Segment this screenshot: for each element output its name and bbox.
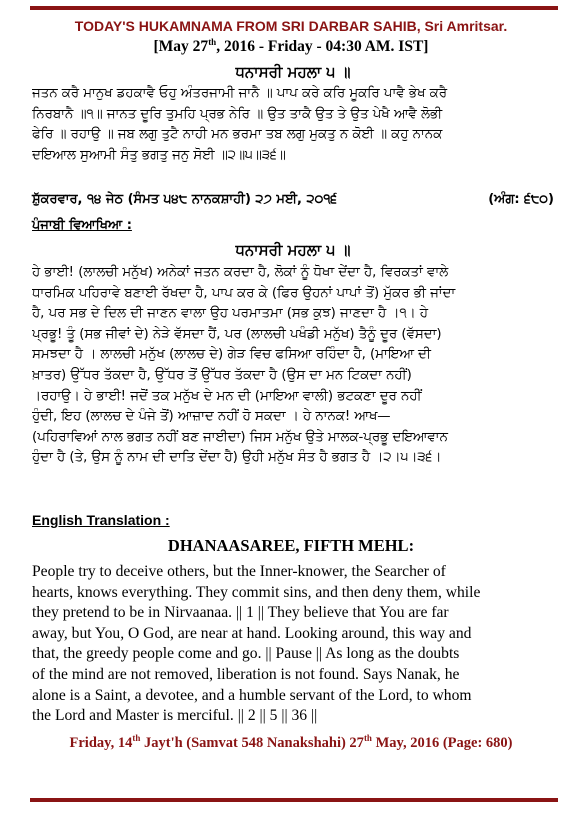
punjabi-raag-heading: ਧਨਾਸਰੀ ਮਹਲਾ ੫ ॥ [235, 241, 351, 259]
punjabi-line: ਪ੍ਰਭੂ! ਤੂੰ (ਸਭ ਜੀਵਾਂ ਦੇ) ਨੇੜੇ ਵੱਸਦਾ ਹੈਂ, ਪਰ (ਲਾਲਚੀ ਪਖੰਡੀ ਮਨੁੱਖ) ਤੈਨੂੰ ਦੂਰ (ਵੱਸਦਾ) [32, 326, 442, 342]
gurbani-verse [32, 84, 554, 166]
bottom-divider [30, 798, 558, 802]
english-translation [32, 562, 556, 727]
english-line: away, but You, O God, are near at hand. Looking around, this way and [32, 624, 472, 642]
english-line: hearts, knows everything. They commit sins, and then deny them, while [32, 583, 481, 601]
punjabi-explanation-heading: ਪੰਜਾਬੀ ਵਿਆਖਿਆ : [32, 218, 132, 233]
english-line: People try to deceive others, but the Inner-knower, the Searcher of [32, 563, 446, 580]
punjabi-line: ।ਰਹਾਉ। ਹੇ ਭਾਈ! ਜਦੋਂ ਤਕ ਮਨੁੱਖ ਦੇ ਮਨ ਦੀ (ਮਾਇਆ ਵਾਲੀ) ਭਟਕਣਾ ਦੂਰ ਨਹੀਂ [32, 388, 422, 404]
punjabi-line: ਹੁੰਦਾ ਹੈ (ਤੇ, ਉਸ ਨੂੰ ਨਾਮ ਦੀ ਦਾਤਿ ਦੇਂਦਾ ਹੈ) ਉਹੀ ਮਨੁੱਖ ਸੰਤ ਹੈ ਭਗਤ ਹੈ ।੨।੫।੩੬। [32, 450, 442, 466]
punjabi-line: ਸਮਝਦਾ ਹੈ । ਲਾਲਚੀ ਮਨੁੱਖ (ਲਾਲਚ ਦੇ) ਗੇੜ ਵਿਚ ਫਸਿਆ ਰਹਿੰਦਾ ਹੈ, (ਮਾਇਆ ਦੀ [32, 347, 431, 363]
date-time-line: [May 27th, 2016 - Friday - 04:30 AM. IST] [153, 37, 429, 56]
english-line: the Lord and Master is merciful. || 2 || 5 || 36 || [32, 707, 318, 725]
ang-number: (ਅੰਗ: ੬੮੦) [488, 192, 554, 207]
english-raag-heading: DHANAASAREE, FIFTH MEHL: [167, 536, 415, 555]
page-title: TODAY'S HUKAMNAMA FROM SRI DARBAR SAHIB, Sri Amritsar. [74, 18, 508, 34]
english-line: of the mind are not removed, liberation is not found. Says Nanak, he [32, 665, 460, 683]
punjabi-date-line: ਸ਼ੁੱਕਰਵਾਰ, ੧੪ ਜੇਠ (ਸੰਮਤ ੫੪੮ ਨਾਨਕਸ਼ਾਹੀ) ੨੭ ਮਈ, ੨੦੧੬ (ਅੰਗ: ੬੮੦) [32, 192, 554, 207]
punjabi-line: (ਪਹਿਰਾਵਿਆਂ ਨਾਲ ਭਗਤ ਨਹੀਂ ਬਣ ਜਾਈਦਾ) ਜਿਸ ਮਨੁੱਖ ਉਤੇ ਮਾਲਕ-ਪ੍ਰਭੂ ਦਇਆਵਾਨ [32, 429, 448, 445]
english-line: alone is a Saint, a devotee, and a humble servant of the Lord, to whom [32, 686, 472, 704]
gurbani-line: ਦਇਆਲ ਸੁਆਮੀ ਸੰਤੁ ਭਗਤੁ ਜਨੁ ਸੋਈ ॥੨॥੫॥੩੬॥ [32, 147, 286, 163]
punjabi-line: ਧਾਰਮਿਕ ਪਹਿਰਾਵੇ ਬਣਾਈ ਰੱਖਦਾ ਹੈ, ਪਾਪ ਕਰ ਕੇ (ਫਿਰ ਉਹਨਾਂ ਪਾਪਾਂ ਤੋਂ) ਮੁੱਕਰ ਭੀ ਜਾਂਦਾ [32, 285, 456, 301]
punjabi-line: ਖ਼ਾਤਰ) ਉੱਧਰ ਤੱਕਦਾ ਹੈ, ਉੱਧਰ ਤੋਂ ਉੱਧਰ ਤੱਕਦਾ ਹੈ (ਉਸ ਦਾ ਮਨ ਟਿਕਦਾ ਨਹੀਂ) [32, 367, 412, 383]
footer-date-line: Friday, 14th Jayt'h (Samvat 548 Nanakshahi) 27th May, 2016 (Page: 680) [69, 733, 513, 751]
punjabi-line: ਹੇ ਭਾਈ! (ਲਾਲਚੀ ਮਨੁੱਖ) ਅਨੇਕਾਂ ਜਤਨ ਕਰਦਾ ਹੈ, ਲੋਕਾਂ ਨੂੰ ਧੋਖਾ ਦੇਂਦਾ ਹੈ, ਵਿਰਕਤਾਂ ਵਾਲੇ [32, 265, 449, 280]
punjabi-explanation [32, 263, 554, 469]
english-line: they pretend to be in Nirvaanaa. || 1 || They believe that You are far [32, 604, 449, 622]
top-divider [30, 6, 558, 10]
english-translation-heading: English Translation : [32, 512, 170, 528]
english-line: that, the greedy people come and go. || Pause || As long as the doubts [32, 645, 460, 663]
gurbani-line: ਜਤਨ ਕਰੈ ਮਾਨੁਖ ਡਹਕਾਵੈ ਓਹੁ ਅੰਤਰਜਾਮੀ ਜਾਨੈ ॥ ਪਾਪ ਕਰੇ ਕਰਿ ਮੂਕਰਿ ਪਾਵੈ ਭੇਖ ਕਰੈ [32, 86, 447, 101]
gurbani-raag-heading: ਧਨਾਸਰੀ ਮਹਲਾ ੫ ॥ [235, 63, 351, 81]
gurbani-line: ਨਿਰਬਾਨੈ ॥੧॥ ਜਾਨਤ ਦੂਰਿ ਤੁਮਹਿ ਪ੍ਰਭ ਨੇਰਿ ॥ ਉਤ ਤਾਕੈ ਉਤ ਤੇ ਉਤ ਪੇਖੈ ਆਵੈ ਲੋਭੀ [32, 106, 443, 122]
punjabi-line: ਹੁੰਦੀ, ਇਹ (ਲਾਲਚ ਦੇ ਪੰਜੇ ਤੋਂ) ਆਜ਼ਾਦ ਨਹੀਂ ਹੋ ਸਕਦਾ । ਹੇ ਨਾਨਕ! ਆਖ— [32, 409, 391, 425]
punjabi-line: ਹੈ, ਪਰ ਸਭ ਦੇ ਦਿਲ ਦੀ ਜਾਣਨ ਵਾਲਾ ਉਹ ਪਰਮਾਤਮਾ (ਸਭ ਕੁਝ) ਜਾਣਦਾ ਹੈ ।੧। ਹੇ [32, 306, 428, 322]
gurbani-line: ਫੇਰਿ ॥ ਰਹਾਉ ॥ ਜਬ ਲਗੁ ਤੁਟੈ ਨਾਹੀ ਮਨ ਭਰਮਾ ਤਬ ਲਗੁ ਮੁਕਤੁ ਨ ਕੋਈ ॥ ਕਹੁ ਨਾਨਕ [32, 127, 443, 143]
